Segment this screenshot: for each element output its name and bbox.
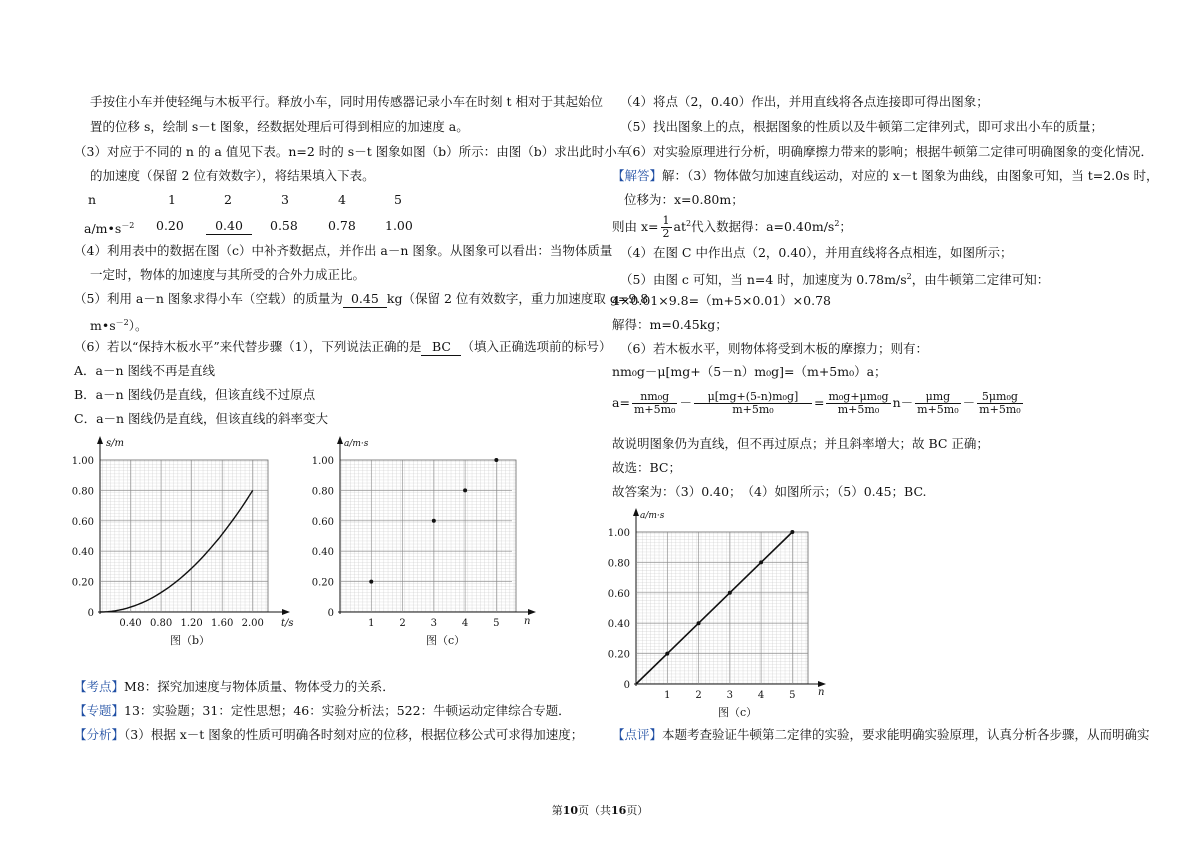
text-line: 故答案为：（3）0.40； （4）如图所示；（5）0.45；BC. (612, 484, 927, 499)
text-line: nm₀g－μ[mg+（5－n）m₀g]=（m+5m₀）a； (612, 364, 887, 379)
text-line: （6）若木板水平，则物体将受到木板的摩擦力；则有： (620, 341, 928, 356)
data-point (494, 458, 498, 462)
text-line: 【解答】解：（3）物体做匀加速直线运动，对应的 x－t 图象为曲线，由图象可知，当 t=2.0s 时， (612, 168, 1159, 183)
text-line: 【分析】（3）根据 x－t 图象的性质可明确各时刻对应的位移，根据位移公式可求得加速度； (74, 727, 584, 742)
y-tick-label: 0.20 (71, 577, 94, 589)
table-head-n: n (88, 192, 97, 207)
text-line: （3）对应于不同的 n 的 a 值见下表。n=2 时的 s－t 图象如图（b）所示：由图（b）求出此时小车 (74, 144, 630, 159)
data-point (432, 519, 436, 523)
text-line: 置的位移 s，绘制 s－t 图象，经数据处理后可得到相应的加速度 a。 (90, 119, 469, 134)
text-line: 故选：BC； (612, 460, 681, 475)
x-tick-label: 3 (430, 618, 438, 629)
table-cell: 1 (168, 192, 176, 207)
figure-b-chart (60, 434, 300, 654)
text-line: 故说明图象仍为直线，但不再过原点；并且斜率增大；故 BC 正确； (612, 436, 989, 451)
x-tick-label: 2 (695, 690, 702, 701)
y-tick-label: 0.60 (607, 588, 630, 600)
x-tick-label: 4 (757, 690, 765, 701)
y-tick-label: 0.80 (607, 558, 630, 570)
text-line: 【考点】M8：探究加速度与物体质量、物体受力的关系． (74, 679, 395, 694)
x-tick-label: 5 (493, 618, 500, 629)
y-tick-label: 0 (327, 608, 334, 619)
axis-label-y: s/m (106, 438, 124, 449)
y-tick-label: 0 (623, 680, 630, 691)
data-point (697, 621, 701, 625)
zhuanti-tag: 【专题】 (74, 703, 125, 718)
y-tick-label: 0.40 (311, 547, 334, 559)
text-line: （4）将点（2，0.40）作出，并用直线将各点连接即可得出图象； (620, 94, 989, 109)
text-line: $m•s^{-2}$）。 (90, 318, 148, 334)
text-line: （6）对实验原理进行分析，明确摩擦力带来的影响；根据牛顿第二定律可明确图象的变化情况． (620, 144, 1153, 159)
x-tick-label: 1 (368, 618, 375, 629)
text-line: （4）利用表中的数据在图（c）中补齐数据点，并作出 a－n 图象。从图象可以看出：当物体质量 (74, 243, 613, 258)
axis-label-y: a/m·s (640, 511, 665, 521)
text-line: （5）找出图象上的点，根据图象的性质以及牛顿第二定律列式，即可求出小车的质量； (620, 119, 1103, 134)
x-tick-label: 1 (664, 690, 671, 701)
text-line: 手按住小车并使轻绳与木板平行。释放小车，同时用传感器记录小车在时刻 t 相对于其起始位 (90, 94, 603, 109)
text-line: （5）利用 a－n 图象求得小车（空载）的质量为 0.45 kg（保留 2 位有效数字，重力加速度取 g=9.8 (74, 291, 649, 306)
y-tick-label: 1.00 (71, 456, 94, 467)
text-line: 解得：m=0.45kg； (612, 317, 728, 332)
table-cell: 2 (224, 192, 232, 207)
axis-label-x: n (524, 616, 531, 627)
x-tick-label: 3 (726, 690, 734, 701)
option-c: C．a－n 图线仍是直线，但该直线的斜率变大 (74, 411, 329, 426)
x-tick-label: 0.40 (119, 618, 142, 629)
y-tick-label: 0.20 (607, 649, 630, 661)
data-point (759, 560, 763, 564)
page-footer: 第10页（共16页） (551, 804, 649, 817)
data-point (369, 580, 373, 584)
option-b: B．a－n 图线仍是直线，但该直线不过原点 (74, 387, 316, 402)
table-cell: 4 (338, 192, 346, 207)
y-tick-label: 0 (87, 608, 94, 619)
data-point (665, 652, 669, 656)
text-line: 【点评】本题考查验证牛顿第二定律的实验，要求能明确实验原理，认真分析各步骤，从而明确实 (612, 727, 1150, 742)
y-tick-label: 0.20 (311, 577, 334, 589)
axis-label-x: n (818, 687, 825, 698)
table-cell: 0.20 (156, 218, 184, 233)
text-line: 一定时，物体的加速度与其所受的合外力成正比。 (90, 267, 366, 282)
table-head-a: $a/m•s^{-2}$ (84, 221, 135, 237)
y-tick-label: 0.80 (311, 486, 334, 498)
x-tick-label: 2.00 (241, 618, 264, 629)
answer-blank: BC (421, 339, 461, 356)
text-line: 【专题】13：实验题；31：定性思想；46：实验分析法；522：牛顿运动定律综合专题． (74, 703, 571, 718)
table-cell: 3 (281, 192, 289, 207)
x-tick-label: 1.60 (211, 618, 234, 629)
text-line: 则由 x= $\frac{1}{2}$ $at^2$代入数据得：$a=0.40m/s^2$； (612, 214, 852, 241)
text-line: 的加速度（保留 2 位有效数字），将结果填入下表。 (90, 168, 375, 183)
axis-label-x: t/s (281, 618, 294, 629)
table-header-row (74, 192, 494, 208)
x-tick-label: 5 (789, 690, 796, 701)
y-tick-label: 0.80 (71, 486, 94, 498)
data-point (790, 530, 794, 534)
fenxi-tag: 【分析】 (74, 727, 125, 742)
data-point (728, 591, 732, 595)
y-tick-label: 1.00 (607, 528, 630, 539)
axis-label-y: a/m·s (344, 439, 369, 449)
table-cell: 1.00 (385, 218, 413, 233)
table-cell: 0.78 (328, 218, 356, 233)
figure-caption: 图（c） (426, 634, 466, 647)
text-line: （5）由图 c 可知，当 n=4 时，加速度为 $0.78m/s^2$，由牛顿第二定律可知： (620, 272, 1050, 288)
answer-blank: 0.40 (206, 218, 252, 235)
figure-caption: 图（c） (718, 706, 758, 719)
text-line: （6）若以“保持木板水平”来代替步骤（1），下列说法正确的是 BC （填入正确选项前的标号） (74, 339, 612, 354)
dianping-tag: 【点评】 (612, 727, 663, 742)
table-a-row (74, 218, 494, 237)
y-tick-label: 1.00 (311, 456, 334, 467)
figure-caption: 图（b） (170, 634, 211, 647)
data-point (463, 488, 467, 492)
figure-c-answer-chart (600, 506, 840, 726)
text-line: 位移为：x=0.80m； (624, 192, 744, 207)
x-tick-label: 0.80 (149, 618, 173, 629)
y-tick-label: 0.40 (71, 547, 94, 559)
table-cell: 0.58 (270, 218, 298, 233)
formula-line: a= $\frac{\text{nm₀g}}{\text{m+5m₀}}$ － $\frac{\text{μ[mg+(5-n)m₀g]}}{\text{m+5m₀}}$ = $\frac{\text{m₀g+μm₀g}}{\text{m+5m₀}}$ n－ $\frac{\text{μmg}}{\text{m+5m₀}}$ － $\frac{\text{5μm₀g}}{\text{m+5m₀}}$ (612, 390, 1021, 416)
y-tick-label: 0.60 (311, 516, 334, 528)
y-tick-label: 0.60 (71, 516, 94, 528)
x-tick-label: 2 (399, 618, 406, 629)
text-line: 4×0.01×9.8=（m+5×0.01）×0.78 (612, 293, 831, 308)
x-tick-label: 4 (461, 618, 469, 629)
option-a: A．a－n 图线不再是直线 (74, 363, 216, 378)
kaodian-tag: 【考点】 (74, 679, 125, 694)
table-cell: 5 (394, 192, 402, 207)
y-tick-label: 0.40 (607, 619, 630, 631)
figure-c-chart (308, 434, 548, 654)
jieda-tag: 【解答】 (612, 168, 663, 183)
text-line: （4）在图 C 中作出点（2，0.40），并用直线将各点相连，如图所示； (620, 245, 1013, 260)
answer-blank: 0.45 (343, 291, 387, 308)
x-tick-label: 1.20 (180, 618, 203, 629)
